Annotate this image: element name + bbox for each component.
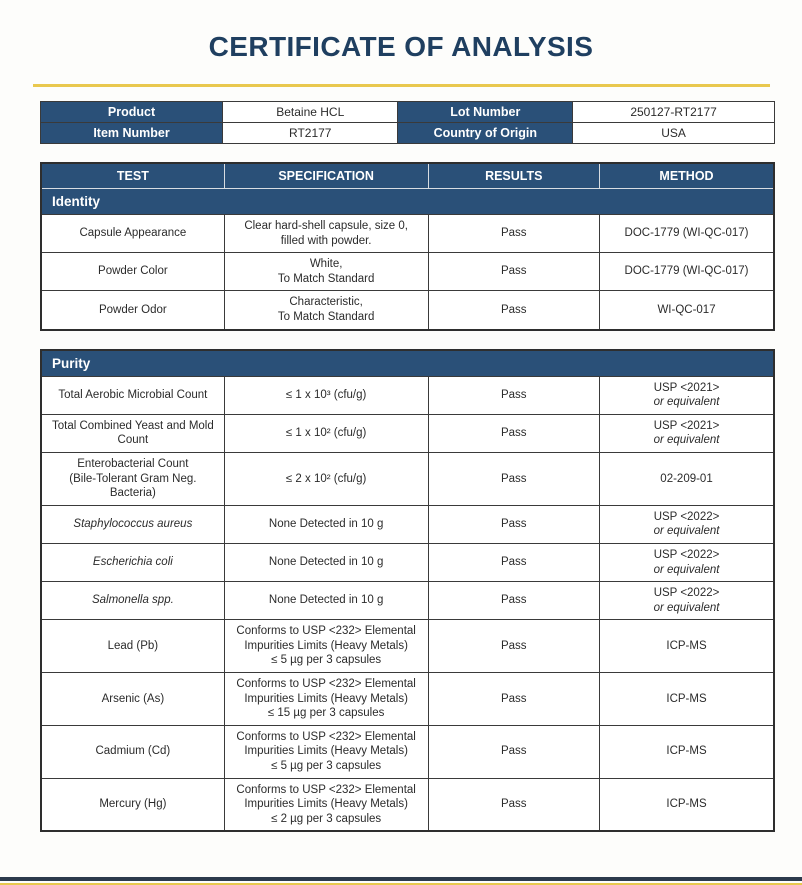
method-cell: ICP-MS bbox=[600, 620, 774, 673]
method-cell: USP <2022> or equivalent bbox=[600, 543, 774, 581]
result-cell: Pass bbox=[428, 582, 600, 620]
column-header: RESULTS bbox=[428, 163, 600, 189]
table-row bbox=[41, 291, 774, 330]
test-name-cell: Enterobacterial Count (Bile-Tolerant Gram Neg. Bacteria) bbox=[41, 452, 224, 505]
result-cell: Pass bbox=[428, 725, 600, 778]
footer-navy-bar bbox=[0, 877, 802, 881]
section-header-row bbox=[41, 350, 774, 377]
specification-cell: Conforms to USP <232> Elemental Impurities Limits (Heavy Metals) ≤ 2 µg per 3 capsules bbox=[224, 778, 428, 831]
method-cell: ICP-MS bbox=[600, 725, 774, 778]
table-row bbox=[41, 778, 774, 831]
table-row bbox=[41, 673, 774, 726]
result-cell: Pass bbox=[428, 620, 600, 673]
result-cell: Pass bbox=[428, 505, 600, 543]
test-report bbox=[0, 162, 802, 832]
result-cell: Pass bbox=[428, 253, 600, 291]
column-header: SPECIFICATION bbox=[224, 163, 428, 189]
product-info-table bbox=[40, 101, 775, 144]
table-row bbox=[41, 582, 774, 620]
method-cell: DOC-1779 (WI-QC-017) bbox=[600, 215, 774, 253]
result-cell: Pass bbox=[428, 414, 600, 452]
result-cell: Pass bbox=[428, 291, 600, 330]
page-title: CERTIFICATE OF ANALYSIS bbox=[208, 31, 594, 62]
specification-cell: White, To Match Standard bbox=[224, 253, 428, 291]
test-name-cell: Salmonella spp. bbox=[41, 582, 224, 620]
test-table-identity bbox=[40, 162, 775, 331]
country-of-origin-label: Country of Origin bbox=[398, 123, 573, 144]
specification-cell: ≤ 2 x 10² (cfu/g) bbox=[224, 452, 428, 505]
method-cell: ICP-MS bbox=[600, 673, 774, 726]
table-row bbox=[41, 215, 774, 253]
method-cell: USP <2022> or equivalent bbox=[600, 582, 774, 620]
result-cell: Pass bbox=[428, 673, 600, 726]
table-row bbox=[41, 725, 774, 778]
test-name-cell: Capsule Appearance bbox=[41, 215, 224, 253]
specification-cell: Characteristic, To Match Standard bbox=[224, 291, 428, 330]
lot-number-label: Lot Number bbox=[398, 102, 573, 123]
section-header: Purity bbox=[41, 350, 774, 377]
specification-cell: Conforms to USP <232> Elemental Impurities Limits (Heavy Metals) ≤ 15 µg per 3 capsules bbox=[224, 673, 428, 726]
method-cell: USP <2021> or equivalent bbox=[600, 376, 774, 414]
result-cell: Pass bbox=[428, 376, 600, 414]
test-name-cell: Total Aerobic Microbial Count bbox=[41, 376, 224, 414]
specification-cell: None Detected in 10 g bbox=[224, 582, 428, 620]
result-cell: Pass bbox=[428, 543, 600, 581]
result-cell: Pass bbox=[428, 778, 600, 831]
method-cell: WI-QC-017 bbox=[600, 291, 774, 330]
table-row bbox=[41, 452, 774, 505]
test-name-cell: Powder Odor bbox=[41, 291, 224, 330]
table-row bbox=[41, 253, 774, 291]
product-info-row bbox=[41, 102, 775, 123]
test-name-cell: Mercury (Hg) bbox=[41, 778, 224, 831]
method-cell: DOC-1779 (WI-QC-017) bbox=[600, 253, 774, 291]
section-header-row bbox=[41, 189, 774, 215]
table-row bbox=[41, 505, 774, 543]
table-row bbox=[41, 376, 774, 414]
table-row bbox=[41, 543, 774, 581]
test-name-cell: Lead (Pb) bbox=[41, 620, 224, 673]
specification-cell: Clear hard-shell capsule, size 0, filled with powder. bbox=[224, 215, 428, 253]
table-row bbox=[41, 414, 774, 452]
column-header: METHOD bbox=[600, 163, 774, 189]
result-cell: Pass bbox=[428, 215, 600, 253]
specification-cell: ≤ 1 x 10³ (cfu/g) bbox=[224, 376, 428, 414]
test-name-cell: Escherichia coli bbox=[41, 543, 224, 581]
section-header: Identity bbox=[41, 189, 774, 215]
product-label: Product bbox=[41, 102, 223, 123]
item-number-label: Item Number bbox=[41, 123, 223, 144]
country-of-origin-value: USA bbox=[573, 123, 775, 144]
test-name-cell: Cadmium (Cd) bbox=[41, 725, 224, 778]
column-header: TEST bbox=[41, 163, 224, 189]
specification-cell: Conforms to USP <232> Elemental Impurities Limits (Heavy Metals) ≤ 5 µg per 3 capsules bbox=[224, 725, 428, 778]
product-value: Betaine HCL bbox=[223, 102, 398, 123]
specification-cell: Conforms to USP <232> Elemental Impurities Limits (Heavy Metals) ≤ 5 µg per 3 capsules bbox=[224, 620, 428, 673]
specification-cell: ≤ 1 x 10² (cfu/g) bbox=[224, 414, 428, 452]
column-header-row bbox=[41, 163, 774, 189]
method-cell: USP <2022> or equivalent bbox=[600, 505, 774, 543]
method-cell: ICP-MS bbox=[600, 778, 774, 831]
test-name-cell: Powder Color bbox=[41, 253, 224, 291]
test-name-cell: Total Combined Yeast and Mold Count bbox=[41, 414, 224, 452]
table-row bbox=[41, 620, 774, 673]
test-table-purity bbox=[40, 349, 775, 833]
specification-cell: None Detected in 10 g bbox=[224, 543, 428, 581]
method-cell: USP <2021> or equivalent bbox=[600, 414, 774, 452]
test-name-cell: Arsenic (As) bbox=[41, 673, 224, 726]
title-divider bbox=[33, 84, 770, 87]
test-name-cell: Staphylococcus aureus bbox=[41, 505, 224, 543]
result-cell: Pass bbox=[428, 452, 600, 505]
lot-number-value: 250127-RT2177 bbox=[573, 102, 775, 123]
item-number-value: RT2177 bbox=[223, 123, 398, 144]
method-cell: 02-209-01 bbox=[600, 452, 774, 505]
product-info-row bbox=[41, 123, 775, 144]
specification-cell: None Detected in 10 g bbox=[224, 505, 428, 543]
